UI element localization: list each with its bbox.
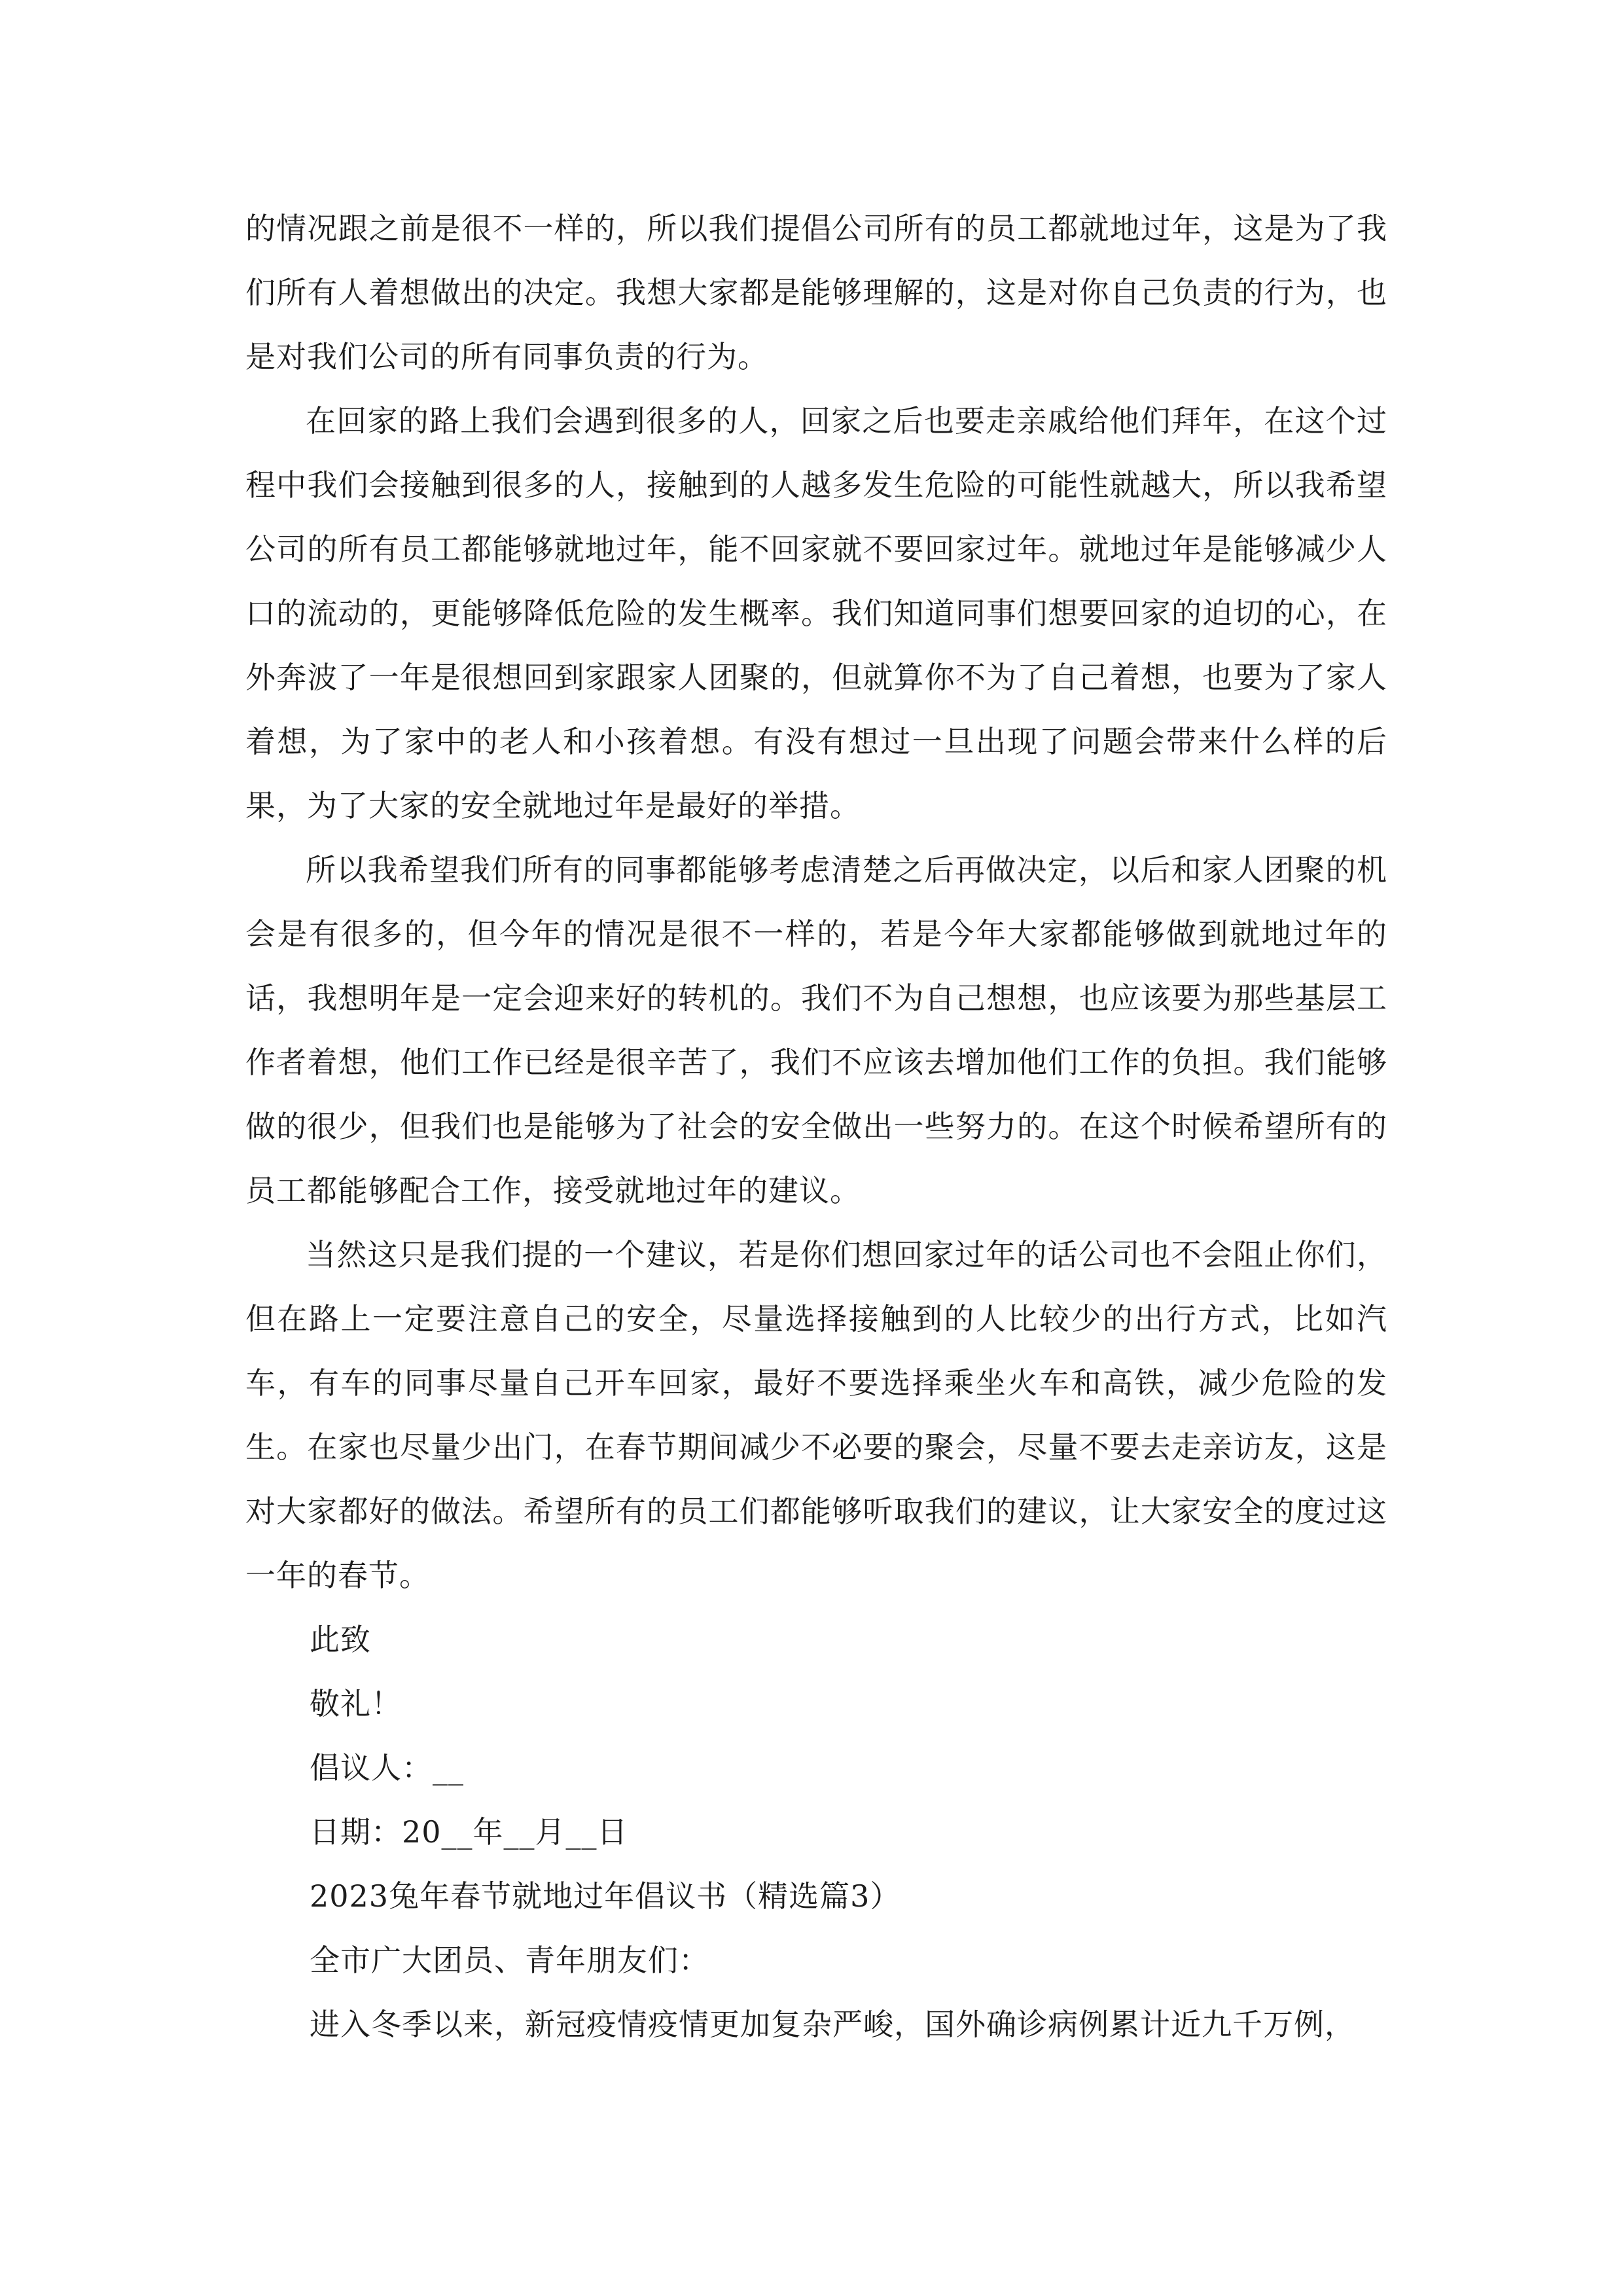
closing-salutation: 此致	[310, 1622, 371, 1657]
proposer-line: 倡议人：__	[310, 1750, 464, 1785]
closing-respect: 敬礼！	[310, 1686, 402, 1721]
date-line: 日期：20__年__月__日	[310, 1814, 628, 1850]
section-title: 2023兔年春节就地过年倡议书（精选篇3）	[310, 1878, 901, 1914]
paragraph-4: 当然这只是我们提的一个建议，若是你们想回家过年的话公司也不会阻止你们，但在路上一定要注意自己的安全，尽量选择接触到的人比较少的出行方式，比如汽车，有车的同事尽量自己开车回家，最好不要选择乘坐火车和高铁，减少危险的发生。在家也尽量少出门，在春节期间减少不必要的聚会，尽量不要去走亲访友，这是对大家都好的做法。希望所有的员工们都能够听取我们的建议，让大家安全的度过这一年的春节。	[245, 1237, 1387, 1593]
paragraph-3: 所以我希望我们所有的同事都能够考虑清楚之后再做决定，以后和家人团聚的机会是有很多的，但今年的情况是很不一样的，若是今年大家都能够做到就地过年的话，我想明年是一定会迎来好的转机的。我们不为自己想想，也应该要为那些基层工作者着想，他们工作已经是很辛苦了，我们不应该去增加他们工作的负担。我们能够做的很少，但我们也是能够为了社会的安全做出一些努力的。在这个时候希望所有的员工都能够配合工作，接受就地过年的建议。	[245, 852, 1387, 1208]
paragraph-2: 在回家的路上我们会遇到很多的人，回家之后也要走亲戚给他们拜年，在这个过程中我们会接触到很多的人，接触到的人越多发生危险的可能性就越大，所以我希望公司的所有员工都能够就地过年，能不回家就不要回家过年。就地过年是能够减少人口的流动的，更能够降低危险的发生概率。我们知道同事们想要回家的迫切的心，在外奔波了一年是很想回到家跟家人团聚的，但就算你不为了自己着想，也要为了家人着想，为了家中的老人和小孩着想。有没有想过一旦出现了问题会带来什么样的后果，为了大家的安全就地过年是最好的举措。	[245, 403, 1387, 823]
paragraph-1: 的情况跟之前是很不一样的，所以我们提倡公司所有的员工都就地过年，这是为了我们所有人着想做出的决定。我想大家都是能够理解的，这是对你自己负责的行为，也是对我们公司的所有同事负责的行为。	[245, 211, 1387, 374]
opening-sentence: 进入冬季以来，新冠疫情疫情更加复杂严峻，国外确诊病例累计近九千万例，	[310, 2007, 1355, 2042]
addressee-line: 全市广大团员、青年朋友们：	[310, 1943, 709, 1978]
document-body	[245, 196, 1387, 2056]
